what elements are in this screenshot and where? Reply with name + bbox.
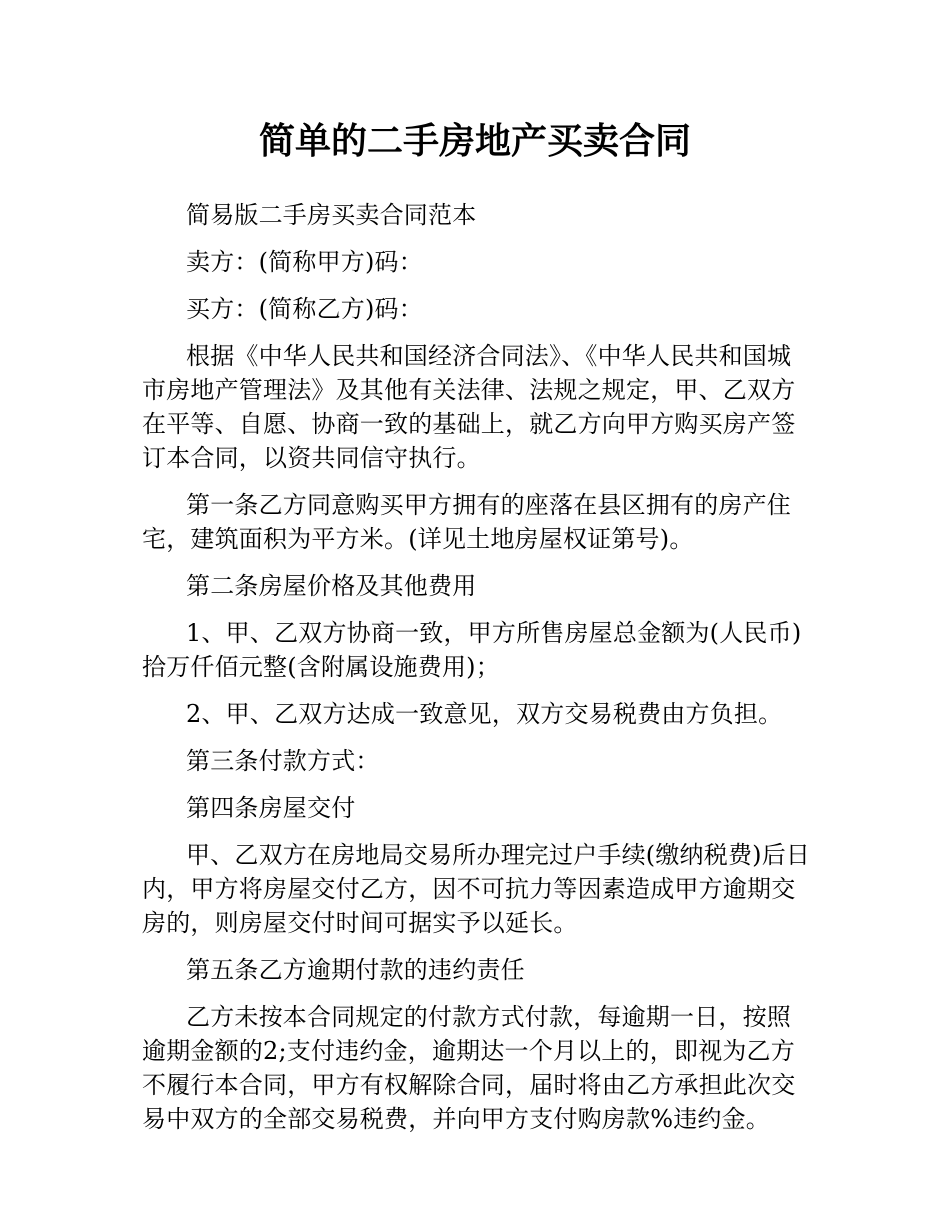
paragraph-seller: 卖方：(简称甲方)码： xyxy=(186,248,423,276)
paragraph-buyer: 买方：(简称乙方)码： xyxy=(186,295,423,323)
paragraph-article-4-heading: 第四条房屋交付 xyxy=(186,794,356,822)
paragraph-article-5-heading: 第五条乙方逾期付款的违约责任 xyxy=(186,956,525,984)
paragraph-article-4-body: 甲、乙双方在房地局交易所办理完过户手续(缴纳税费)后日内，甲方将房屋交付乙方，因不可抗力等因素造成甲方逾期交房的，则房屋交付时间可据实予以延长。 xyxy=(142,841,811,937)
paragraph-article-2-item-2: 2、甲、乙双方达成一致意见，双方交易税费由方负担。 xyxy=(186,700,783,728)
paragraph-article-3-heading: 第三条付款方式： xyxy=(186,747,380,775)
document-body xyxy=(142,198,812,1149)
paragraph-article-2-heading: 第二条房屋价格及其他费用 xyxy=(186,572,477,600)
paragraph-preamble: 根据《中华人民共和国经济合同法》、《中华人民共和国城市房地产管理法》及其他有关法律、法规之规定，甲、乙双方在平等、自愿、协商一致的基础上，就乙方向甲方购买房产签订本合同，以资共同信守执行。 xyxy=(142,342,796,472)
paragraph-article-2-item-1: 1、甲、乙双方协商一致，甲方所售房屋总金额为(人民币)拾万仟佰元整(含附属设施费用)； xyxy=(142,619,802,681)
paragraph-subtitle: 简易版二手房买卖合同范本 xyxy=(186,201,477,229)
document-title: 简单的二手房地产买卖合同 xyxy=(258,121,691,162)
paragraph-article-1: 第一条乙方同意购买甲方拥有的座落在县区拥有的房产住宅，建筑面积为平方米。(详见土地房屋权证第号)。 xyxy=(142,491,791,553)
paragraph-article-5-body: 乙方未按本合同规定的付款方式付款，每逾期一日，按照逾期金额的2;支付违约金，逾期达一个月以上的，即视为乙方不履行本合同，甲方有权解除合同，届时将由乙方承担此次交易中双方的全部交易税费，并向甲方支付购房款%违约金。 xyxy=(142,1003,796,1133)
